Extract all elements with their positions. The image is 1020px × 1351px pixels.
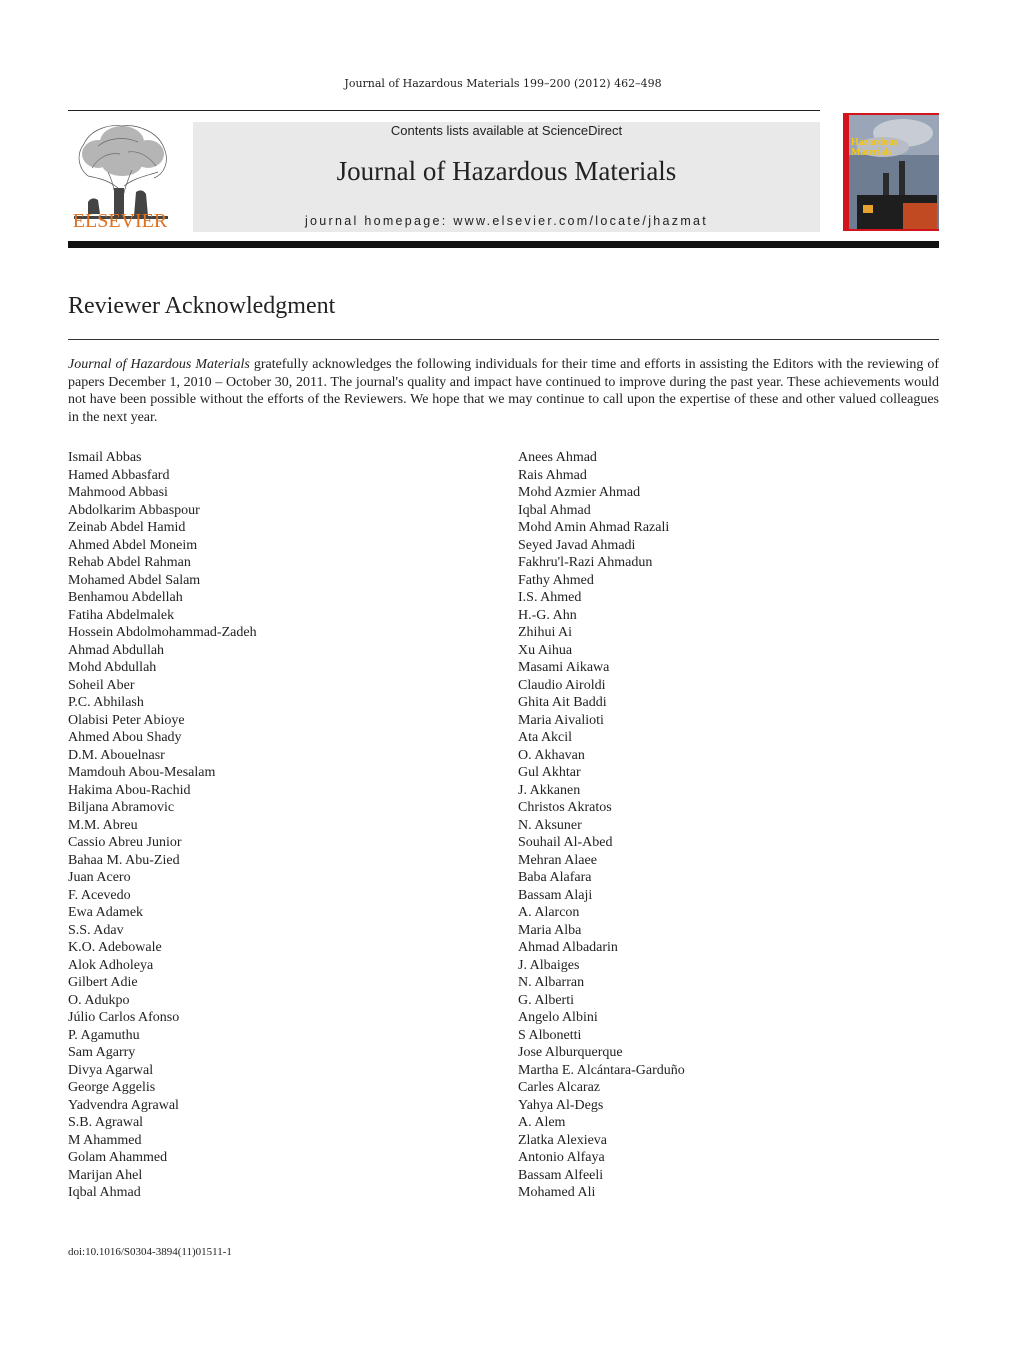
reviewer-name: Ahmed Abdel Moneim xyxy=(68,537,198,553)
reviewer-name: Souhail Al-Abed xyxy=(518,835,613,850)
reviewer-name: J. Akkanen xyxy=(518,782,581,798)
reviewer-name: Zlatka Alexieva xyxy=(518,1132,608,1148)
reviewer-name: S.S. Adav xyxy=(68,922,124,938)
reviewer-name: Antonio Alfaya xyxy=(518,1150,605,1165)
reviewer-name: Sam Agarry xyxy=(68,1045,136,1060)
reviewer-name: Martha E. Alcántara-Garduño xyxy=(518,1062,685,1078)
reviewer-name: Mamdouh Abou-Mesalam xyxy=(68,765,216,780)
reviewer-name: Anees Ahmad xyxy=(518,450,597,465)
reviewer-name: Hakima Abou-Rachid xyxy=(68,782,191,798)
reviewer-name: N. Albarran xyxy=(518,975,585,990)
reviewer-name: P.C. Abhilash xyxy=(68,695,144,710)
reviewer-list-left xyxy=(68,449,257,1202)
reviewer-name: Xu Aihua xyxy=(518,642,573,658)
journal-cover-image xyxy=(843,113,939,231)
article-title: Reviewer Acknowledgment xyxy=(68,293,336,319)
reviewer-name: Mohd Abdullah xyxy=(68,660,157,675)
reviewer-name: Gul Akhtar xyxy=(518,765,581,780)
reviewer-name: N. Aksuner xyxy=(518,817,582,833)
reviewer-name: M Ahammed xyxy=(68,1132,142,1148)
reviewer-name: Soheil Aber xyxy=(68,677,135,693)
reviewer-name: Masami Aikawa xyxy=(518,660,610,675)
elsevier-wordmark: ELSEVIER xyxy=(72,210,168,232)
reviewer-name: Ahmad Albadarin xyxy=(518,940,618,955)
reviewer-name: Jose Alburquerque xyxy=(518,1045,623,1060)
reviewer-name: M.M. Abreu xyxy=(68,817,138,833)
header-rule xyxy=(68,110,820,111)
reviewer-name: Cassio Abreu Junior xyxy=(68,835,182,850)
reviewer-name: Mohd Azmier Ahmad xyxy=(518,485,641,500)
reviewer-name: I.S. Ahmed xyxy=(518,590,582,605)
journal-masthead xyxy=(193,122,820,232)
reviewer-name: Maria Alba xyxy=(518,922,582,938)
reviewer-name: Zeinab Abdel Hamid xyxy=(68,520,186,535)
reviewer-name: Fakhru'l-Razi Ahmadun xyxy=(518,555,653,570)
reviewer-name: Ewa Adamek xyxy=(68,905,144,920)
acknowledgment-paragraph xyxy=(68,356,939,426)
reviewer-name: Hamed Abbasfard xyxy=(68,467,170,483)
reviewer-name: Bassam Alaji xyxy=(518,887,593,903)
intro-journal-name: Journal of Hazardous Materials xyxy=(68,357,250,372)
reviewer-name: Yadvendra Agrawal xyxy=(68,1097,179,1113)
reviewer-name: Juan Acero xyxy=(68,870,131,885)
reviewer-name: Divya Agarwal xyxy=(68,1062,154,1078)
reviewer-name: G. Alberti xyxy=(518,992,574,1008)
header-thick-rule xyxy=(68,241,939,248)
reviewer-name: O. Akhavan xyxy=(518,747,585,763)
reviewer-name: Mohamed Ali xyxy=(518,1185,596,1200)
reviewer-name: Iqbal Ahmad xyxy=(68,1185,141,1200)
reviewer-name: Ghita Ait Baddi xyxy=(518,695,607,710)
cover-title-line2: Materials xyxy=(851,147,893,158)
reviewer-name: Mehran Alaee xyxy=(518,852,597,868)
reviewer-name: Yahya Al-Degs xyxy=(518,1097,604,1113)
reviewer-name: George Aggelis xyxy=(68,1080,156,1095)
reviewer-name: Fatiha Abdelmalek xyxy=(68,607,175,623)
reviewer-name: A. Alem xyxy=(518,1115,566,1130)
reviewer-name: S Albonetti xyxy=(518,1027,582,1043)
reviewer-name: H.-G. Ahn xyxy=(518,607,577,623)
reviewer-name: Ata Akcil xyxy=(518,730,573,745)
reviewer-name: J. Albaiges xyxy=(518,957,580,973)
reviewer-name: Rehab Abdel Rahman xyxy=(68,555,191,570)
title-rule xyxy=(68,339,939,340)
reviewer-name: Alok Adholeya xyxy=(68,957,154,973)
reviewer-name: Abdolkarim Abbaspour xyxy=(68,502,200,518)
reviewer-name: K.O. Adebowale xyxy=(68,940,162,955)
reviewer-name: Baba Alafara xyxy=(518,870,592,885)
reviewer-name: Ahmed Abou Shady xyxy=(68,730,182,745)
reviewer-name: Hossein Abdolmohammad-Zadeh xyxy=(68,625,257,640)
reviewer-name: Angelo Albini xyxy=(518,1010,598,1025)
journal-title: Journal of Hazardous Materials xyxy=(336,156,677,186)
contents-availability: Contents lists available at ScienceDirect xyxy=(390,123,623,138)
reviewer-name: Bassam Alfeeli xyxy=(518,1167,604,1183)
reviewer-name: Maria Aivalioti xyxy=(518,712,604,728)
reviewer-name: Christos Akratos xyxy=(518,800,612,815)
intro-text: gratefully acknowledges the following individuals for their time and efforts in assisting the Editors with the reviewing of papers December 1, 2010 – October 30, 2011. The journal's quality and impact have continued to improve during the past year. These achievements would not have been possible without the efforts of the Reviewers. We hope that we may continue to call upon the expertise of these and other valued colleagues in the next year. xyxy=(68,357,939,425)
reviewer-name: O. Adukpo xyxy=(68,992,130,1008)
reviewer-name: Gilbert Adie xyxy=(68,975,138,990)
reviewer-name: Golam Ahammed xyxy=(68,1150,168,1165)
reviewer-name: Benhamou Abdellah xyxy=(68,590,183,605)
journal-citation: Journal of Hazardous Materials 199–200 (2012) 462–498 xyxy=(344,77,662,90)
reviewer-name: Claudio Airoldi xyxy=(518,677,606,693)
reviewer-name: Carles Alcaraz xyxy=(518,1080,601,1095)
reviewer-name: Biljana Abramovic xyxy=(68,800,175,815)
reviewer-name: D.M. Abouelnasr xyxy=(68,747,165,763)
reviewer-name: Ismail Abbas xyxy=(68,450,142,465)
reviewer-name: F. Acevedo xyxy=(68,887,131,903)
reviewer-name: Zhihui Ai xyxy=(518,625,573,640)
reviewer-name: P. Agamuthu xyxy=(68,1027,140,1043)
reviewer-name: Mahmood Abbasi xyxy=(68,485,168,500)
reviewer-name: Marijan Ahel xyxy=(68,1167,143,1183)
reviewer-name: A. Alarcon xyxy=(518,905,580,920)
reviewer-list-right xyxy=(518,449,685,1202)
reviewer-name: Bahaa M. Abu-Zied xyxy=(68,852,180,868)
journal-homepage: journal homepage: www.elsevier.com/locate/jhazmat xyxy=(304,214,709,228)
reviewer-name: Rais Ahmad xyxy=(518,467,587,483)
reviewer-name: Iqbal Ahmad xyxy=(518,502,591,518)
reviewer-name: Júlio Carlos Afonso xyxy=(68,1010,180,1025)
reviewer-name: Mohd Amin Ahmad Razali xyxy=(518,520,670,535)
reviewer-name: Olabisi Peter Abioye xyxy=(68,712,185,728)
reviewer-name: S.B. Agrawal xyxy=(68,1115,144,1130)
doi: doi:10.1016/S0304-3894(11)01511-1 xyxy=(68,1246,232,1258)
reviewer-name: Fathy Ahmed xyxy=(518,572,594,588)
reviewer-name: Mohamed Abdel Salam xyxy=(68,572,201,588)
cover-title-line1: Hazardous xyxy=(851,137,898,148)
reviewer-name: Ahmad Abdullah xyxy=(68,642,165,658)
reviewer-name: Seyed Javad Ahmadi xyxy=(518,537,636,553)
